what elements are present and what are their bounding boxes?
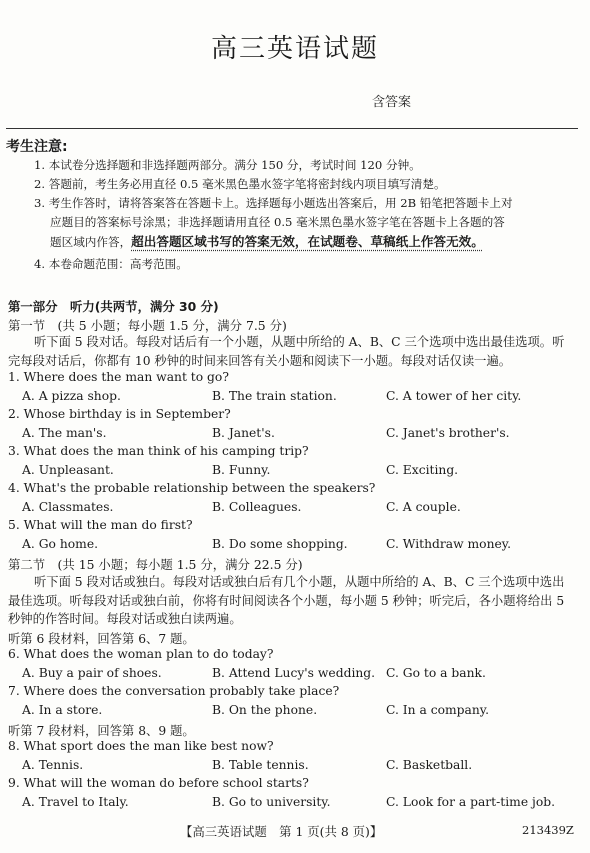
note-item-4: 4. 本卷命题范围：高考范围。 bbox=[34, 257, 188, 271]
q1-option-c: C. A tower of her city. bbox=[386, 389, 522, 403]
q4-option-b: B. Colleagues. bbox=[212, 500, 302, 514]
q7-option-b: B. On the phone. bbox=[212, 703, 318, 717]
q3-option-b: B. Funny. bbox=[212, 463, 271, 477]
q2-option-a: A. The man's. bbox=[22, 426, 107, 440]
q8-option-b: B. Table tennis. bbox=[212, 758, 309, 772]
q5-option-b: B. Do some shopping. bbox=[212, 537, 348, 551]
q5-option-a: A. Go home. bbox=[22, 537, 99, 551]
q4-option-a: A. Classmates. bbox=[22, 500, 114, 514]
page-footer: 【高三英语试题 第 1 页(共 8 页)】 bbox=[180, 824, 383, 839]
q7-option-c: C. In a company. bbox=[386, 703, 490, 717]
q3-option-c: C. Exciting. bbox=[386, 463, 459, 477]
q7-option-a: A. In a store. bbox=[22, 703, 103, 717]
q6-option-b: B. Attend Lucy's wedding. bbox=[212, 666, 376, 680]
page-title: 高三英语试题 bbox=[210, 34, 379, 64]
question-8: 8. What sport does the man like best now? bbox=[8, 739, 274, 753]
divider bbox=[6, 128, 578, 129]
section2-heading: 第二节 (共 15 小题；每小题 1.5 分，满分 22.5 分) bbox=[8, 557, 303, 572]
q8-option-c: C. Basketball. bbox=[386, 758, 473, 772]
section1-heading: 第一节 (共 5 小题；每小题 1.5 分，满分 7.5 分) bbox=[8, 318, 287, 333]
q8-option-a: A. Tennis. bbox=[22, 758, 84, 772]
subtitle: 含答案 bbox=[372, 95, 412, 110]
question-9: 9. What will the woman do before school starts? bbox=[8, 776, 309, 790]
q9-option-c: C. Look for a part-time job. bbox=[386, 795, 555, 809]
q1-option-b: B. The train station. bbox=[212, 389, 337, 403]
note-item-3-line-3 bbox=[50, 232, 484, 252]
note-item-3-line-1: 3. 考生作答时，请将答案答在答题卡上。选择题每小题选出答案后，用 2B 铅笔把答题卡上对 bbox=[34, 196, 513, 210]
part1-heading: 第一部分 听力(共两节，满分 30 分) bbox=[8, 299, 219, 314]
q2-option-b: B. Janet's. bbox=[212, 426, 275, 440]
note-emphasis: 超出答题区域书写的答案无效，在试题卷、草稿纸上作答无效。 bbox=[131, 234, 484, 249]
question-5: 5. What will the man do first? bbox=[8, 518, 193, 532]
notes-heading: 考生注意: bbox=[6, 139, 68, 155]
exam-code: 213439Z bbox=[522, 823, 574, 837]
q9-option-b: B. Go to university. bbox=[212, 795, 331, 809]
question-4: 4. What's the probable relationship between the speakers? bbox=[8, 481, 376, 495]
note-item-3-line-2: 应题目的答案标号涂黑；非选择题请用直径 0.5 毫米黑色墨水签字笔在答题卡上各题的答 bbox=[50, 215, 505, 229]
q3-option-a: A. Unpleasant. bbox=[22, 463, 114, 477]
q9-option-a: A. Travel to Italy. bbox=[22, 795, 129, 809]
q4-option-c: C. A couple. bbox=[386, 500, 461, 514]
question-1: 1. Where does the man want to go? bbox=[8, 370, 229, 384]
note-item-2: 2. 答题前，考生务必用直径 0.5 毫米黑色墨水签字笔将密封线内项目填写清楚。 bbox=[34, 177, 446, 191]
question-3: 3. What does the man think of his camping trip? bbox=[8, 444, 309, 458]
material-7-note: 听第 7 段材料，回答第 8、9 题。 bbox=[8, 724, 195, 738]
note-item-3-line-3-text: 题区域内作答， bbox=[50, 235, 132, 249]
question-2: 2. Whose birthday is in September? bbox=[8, 407, 231, 421]
q6-option-a: A. Buy a pair of shoes. bbox=[22, 666, 162, 680]
question-6: 6. What does the woman plan to do today? bbox=[8, 647, 274, 661]
section1-intro: 听下面 5 段对话。每段对话后有一个小题，从题中所给的 A、B、C 三个选项中选出最佳选项。听完每段对话后，你都有 10 秒钟的时间来回答有关小题和阅读下一小题。每段对话仅读一遍。 bbox=[8, 335, 565, 368]
q6-option-c: C. Go to a bank. bbox=[386, 666, 486, 680]
question-7: 7. Where does the conversation probably take place? bbox=[8, 684, 340, 698]
q5-option-c: C. Withdraw money. bbox=[386, 537, 512, 551]
material-6-note: 听第 6 段材料，回答第 6、7 题。 bbox=[8, 632, 195, 646]
section2-intro: 听下面 5 段对话或独白。每段对话或独白后有几个小题，从题中所给的 A、B、C 三个选项中选出最佳选项。听每段对话或独白前，你将有时间阅读各个小题，每小题 5 秒钟；听完后，各小题将给出 5 秒钟的作答时间。每段对话或独白读两遍。 bbox=[8, 575, 565, 626]
q2-option-c: C. Janet's brother's. bbox=[386, 426, 510, 440]
q1-option-a: A. A pizza shop. bbox=[22, 389, 121, 403]
note-item-1: 1. 本试卷分选择题和非选择题两部分。满分 150 分，考试时间 120 分钟。 bbox=[34, 158, 421, 172]
